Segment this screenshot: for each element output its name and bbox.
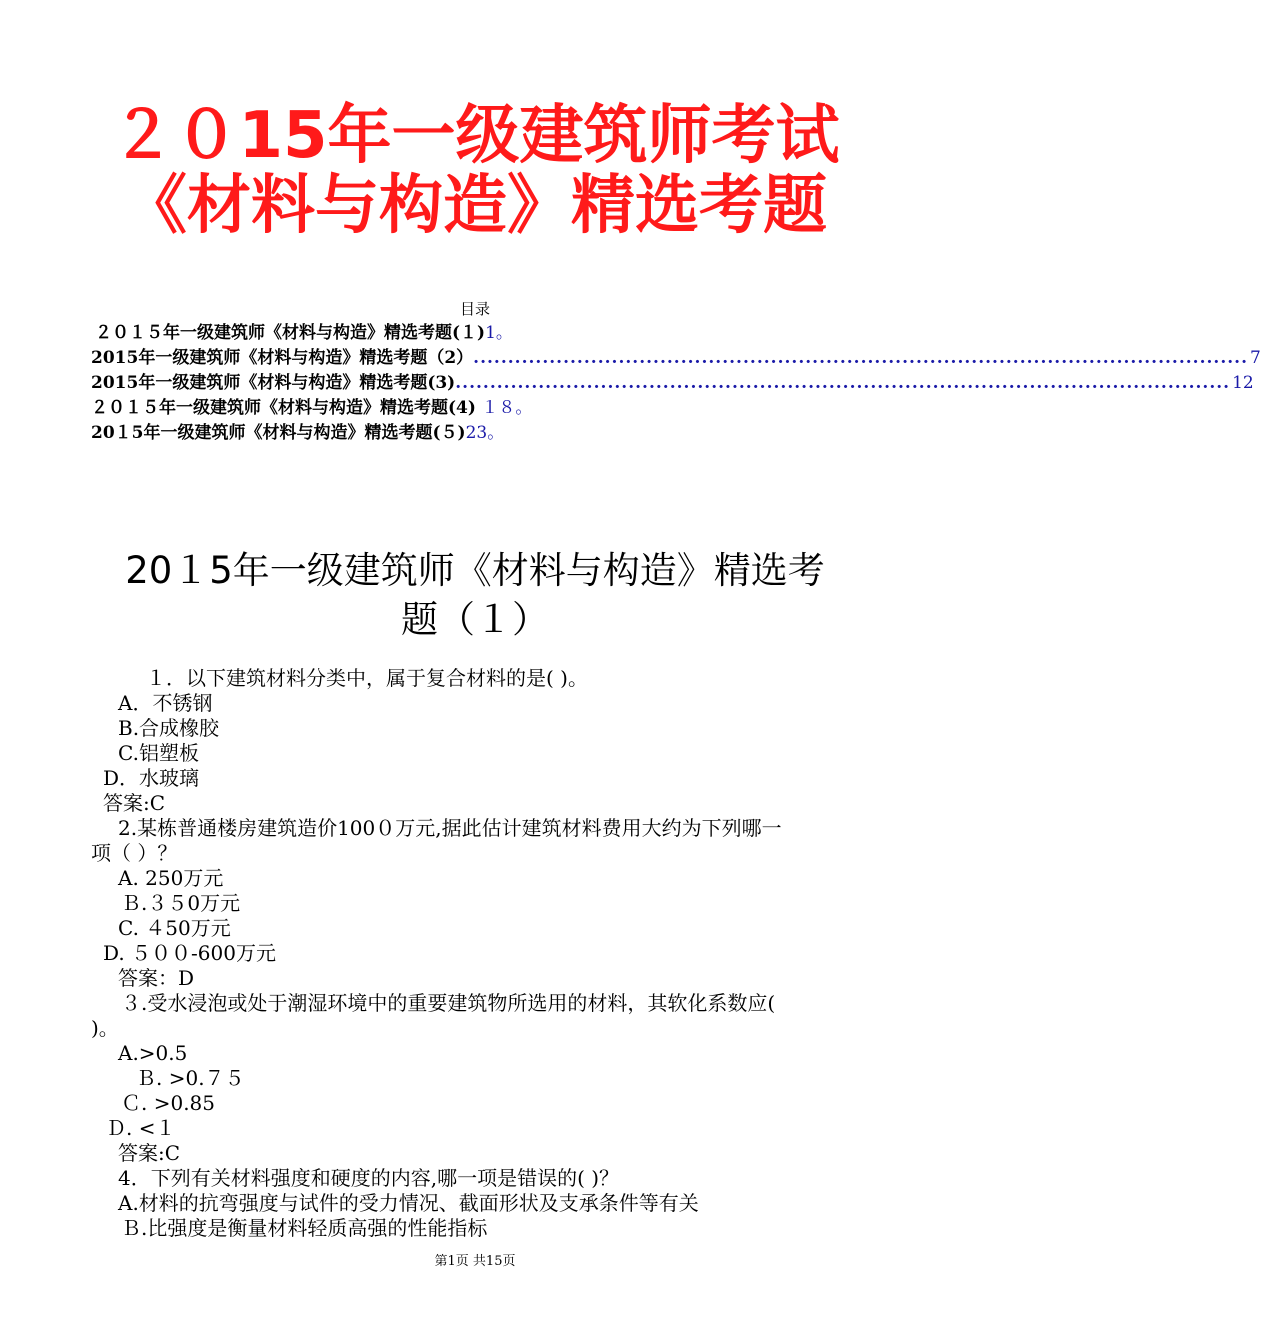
option-d: D．水玻璃 [103,766,200,790]
option-b: Ｂ.比强度是衡量材料轻质高强的性能指标 [121,1216,488,1240]
document-title-line-2: 《材料与构造》精选考题 [123,169,827,243]
toc-entry-text: 2015年一级建筑师《材料与构造》精选考题(3) [91,373,456,393]
question-2-continued: 项（ ）？ [91,841,178,865]
question-1: １．以下建筑材料分类中，属于复合材料的是( )。 [146,666,588,690]
question-2: 2.某栋普通楼房建筑造价100０万元,据此估计建筑材料费用大约为下列哪一 [118,816,782,840]
toc-entry-text: 2015年一级建筑师《材料与构造》精选考题（2） [91,348,474,368]
toc-entry-3[interactable] [91,371,1254,395]
option-a: A.材料的抗弯强度与试件的受力情况、截面形状及支承条件等有关 [118,1191,699,1215]
option-d: D. ５００-600万元 [103,941,276,965]
answer: 答案:C [118,1141,181,1165]
option-d: Ｄ. <１ [106,1116,176,1140]
toc-entry-page: 1。 [485,323,513,343]
document-title-line-1: ２０15年一级建筑师考试 [110,99,840,173]
option-a: A.>0.5 [118,1041,188,1065]
toc-entry-text: ２０１５年一级建筑师《材料与构造》精选考题(4) [91,398,476,418]
toc-entry-page: １８。 [475,398,533,418]
answer: 答案:C [103,791,166,815]
answer: 答案：D [118,966,195,990]
toc-entry-text: ２０１５年一级建筑师《材料与构造》精选考题(１) [95,323,486,343]
page-footer: 第1页 共15页 [434,1254,516,1269]
toc-entry-4[interactable] [91,396,861,420]
option-c: C.铝塑板 [118,741,199,765]
option-c: Ｃ. >0.85 [121,1091,216,1115]
option-b: Ｂ. >0.７５ [136,1066,245,1090]
question-3-continued: )。 [91,1016,119,1040]
option-c: C. ４50万元 [118,916,231,940]
toc-entry-1[interactable] [95,321,865,345]
option-a: A．不锈钢 [118,691,213,715]
toc-entry-page: 12 [1232,373,1254,393]
toc-heading: 目录 [459,300,490,318]
option-b: B.合成橡胶 [118,716,220,740]
toc-leader-dots: ................................................................................................................ [455,373,1231,393]
option-a: A. 250万元 [118,866,224,890]
toc-entry-page: 7 [1250,348,1261,368]
section-heading-line-2: 题（１） [401,598,549,641]
toc-entry-page: 23。 [465,423,505,443]
question-4: 4．下列有关材料强度和硬度的内容,哪一项是错误的( )？ [118,1166,620,1190]
toc-entry-5[interactable] [91,421,861,445]
toc-entry-text: 20１5年一级建筑师《材料与构造》精选考题(５) [91,423,466,443]
toc-entry-2[interactable] [91,346,1261,370]
toc-leader-dots: ................................................................................................................ [473,348,1249,368]
option-b: Ｂ.３５0万元 [121,891,241,915]
question-3: ３.受水浸泡或处于潮湿环境中的重要建筑物所选用的材料，其软化系数应( [121,991,776,1015]
section-heading-line-1: 20１5年一级建筑师《材料与构造》精选考 [125,549,825,592]
